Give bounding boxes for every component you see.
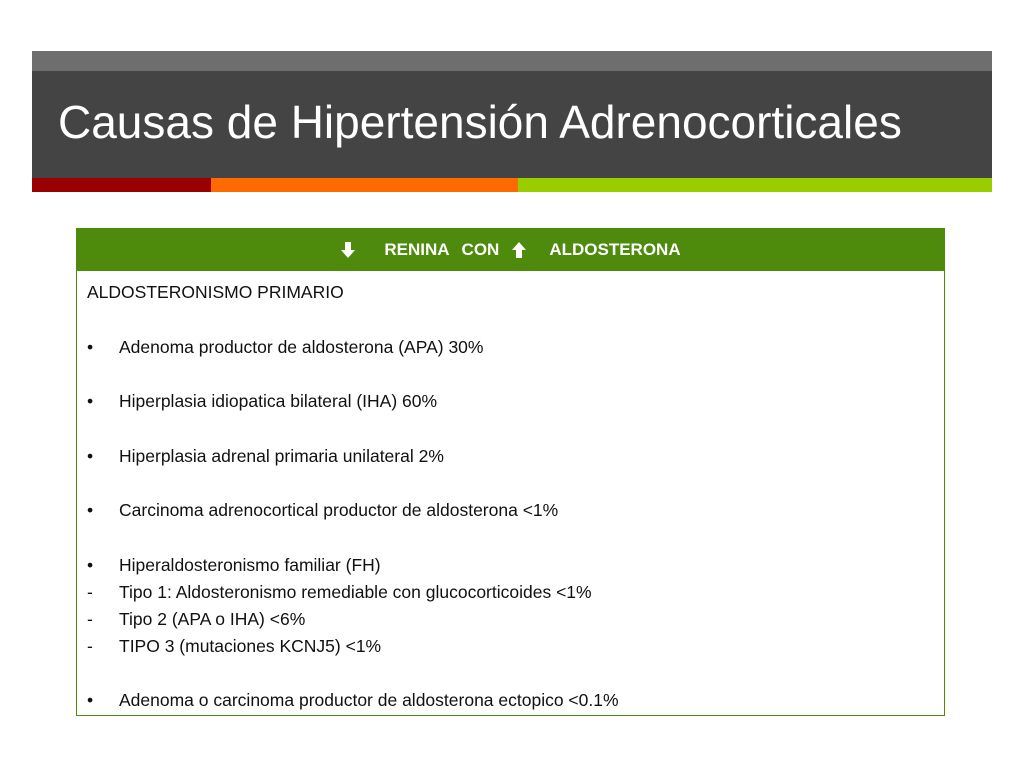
- list-item: [87, 388, 944, 415]
- slide-title: Causas de Hipertensión Adrenocorticales: [58, 96, 902, 148]
- dash-marker: -: [87, 635, 93, 656]
- table-body: [77, 271, 944, 714]
- sub-list-item-text: TIPO 3 (mutaciones KCNJ5) <1%: [119, 635, 382, 656]
- dash-marker: -: [87, 581, 93, 602]
- list-item-text: Hiperaldosteronismo familiar (FH): [119, 554, 381, 575]
- header-aldosterona: ALDOSTERONA: [549, 240, 681, 259]
- list-item-text: Carcinoma adrenocortical productor de aldosterona <1%: [119, 500, 559, 520]
- list-item: [87, 334, 944, 361]
- bullet-marker: •: [87, 500, 94, 520]
- list-item: [87, 443, 944, 470]
- section-title-line: [87, 279, 944, 306]
- dash-marker: -: [87, 608, 93, 629]
- bullet-marker: •: [87, 690, 94, 710]
- content-table: [76, 228, 945, 716]
- sub-list-item-text: Tipo 1: Aldosteronismo remediable con glucocorticoides <1%: [119, 581, 592, 602]
- list-item-text: Hiperplasia idiopatica bilateral (IHA) 60%: [119, 391, 438, 411]
- list-item: [87, 687, 944, 714]
- sub-list-item: [87, 579, 944, 606]
- accent-bar-green: [518, 178, 992, 192]
- header-con: CON: [461, 240, 500, 259]
- bullet-marker: •: [87, 391, 94, 411]
- sub-list-item: [87, 633, 944, 660]
- section-title: ALDOSTERONISMO PRIMARIO: [87, 282, 344, 302]
- bullet-marker: •: [87, 336, 94, 357]
- list-item-text: Hiperplasia adrenal primaria unilateral 2%: [119, 445, 444, 466]
- bullet-marker: •: [87, 445, 94, 466]
- accent-bar-orange: [211, 178, 518, 192]
- list-item-text: Adenoma o carcinoma productor de aldosterona ectopico <0.1%: [119, 690, 619, 710]
- title-band-top: [32, 51, 992, 71]
- accent-bar-red: [32, 178, 211, 192]
- arrow-down-icon: [340, 241, 356, 259]
- header-renina: RENINA: [384, 240, 450, 259]
- sub-list-item: [87, 606, 944, 633]
- bullet-marker: •: [87, 554, 94, 575]
- table-header: [77, 229, 944, 271]
- list-item: [87, 552, 944, 579]
- list-item: [87, 497, 944, 524]
- sub-list-item-text: Tipo 2 (APA o IHA) <6%: [119, 608, 306, 629]
- list-item-text: Adenoma productor de aldosterona (APA) 30%: [119, 336, 484, 357]
- arrow-up-icon: [511, 241, 527, 259]
